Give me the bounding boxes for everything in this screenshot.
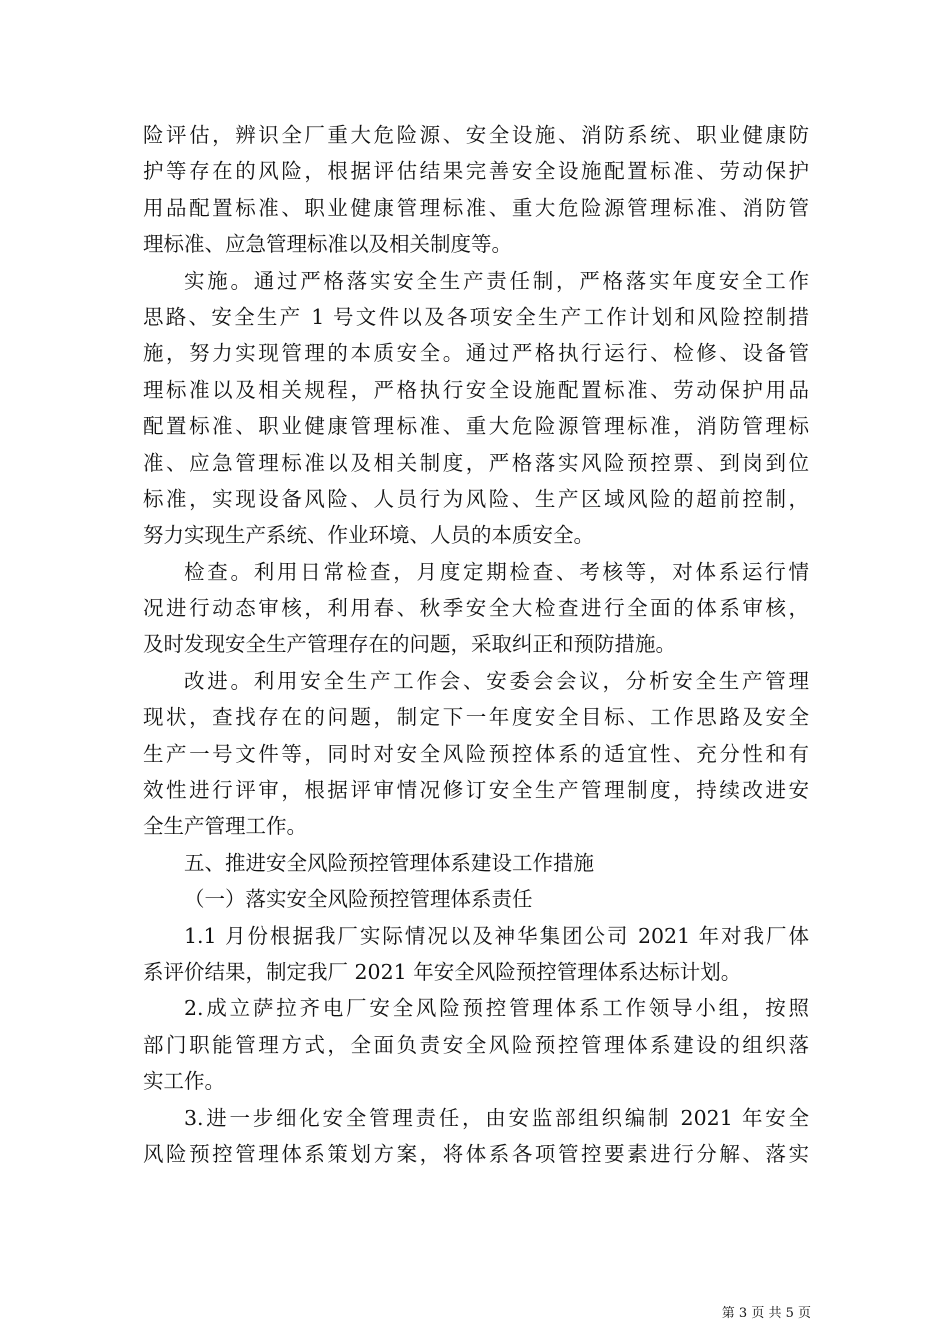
text-line: 配置标准、职业健康管理标准、重大危险源管理标准，消防管理标 <box>143 414 809 439</box>
page-number: 第 3 页 共 5 页 <box>721 1306 811 1321</box>
heading-line: （一）落实安全风险预控管理体系责任 <box>184 887 533 912</box>
text-line: 努力实现生产系统、作业环境、人员的本质安全。 <box>143 523 594 548</box>
text-line: 部门职能管理方式，全面负责安全风险预控管理体系建设的组织落 <box>143 1032 809 1057</box>
text-line: 况进行动态审核，利用春、秋季安全大检查进行全面的体系审核， <box>143 596 809 621</box>
text-line: 实工作。 <box>143 1069 225 1094</box>
text-line: 护等存在的风险，根据评估结果完善安全设施配置标准、劳动保护 <box>143 159 809 184</box>
text-line: 系评价结果，制定我厂 2021 年安全风险预控管理体系达标计划。 <box>143 959 742 984</box>
paragraph-risk-assessment <box>143 117 809 263</box>
text-line: 施，努力实现管理的本质安全。通过严格执行运行、检修、设备管 <box>143 341 809 366</box>
text-line: 用品配置标准、职业健康管理标准、重大危险源管理标准、消防管 <box>143 195 809 220</box>
text-line: 效性进行评审，根据评审情况修订安全生产管理制度，持续改进安 <box>143 778 809 803</box>
text-line: 改进。利用安全生产工作会、安委会会议，分析安全生产管理 <box>184 668 809 693</box>
text-line: 全生产管理工作。 <box>143 814 307 839</box>
text-line: 理标准以及相关规程，严格执行安全设施配置标准、劳动保护用品 <box>143 377 809 402</box>
text-line: 风险预控管理体系策划方案，将体系各项管控要素进行分解、落实 <box>143 1141 809 1166</box>
text-line: 3.进一步细化安全管理责任，由安监部组织编制 2021 年安全 <box>184 1105 809 1130</box>
text-line: 检查。利用日常检查，月度定期检查、考核等，对体系运行情 <box>184 559 809 584</box>
list-item-3 <box>143 1100 809 1173</box>
list-item-2 <box>143 990 809 1099</box>
document-body <box>143 117 809 1172</box>
paragraph-inspection <box>143 554 809 663</box>
text-line: 险评估，辨识全厂重大危险源、安全设施、消防系统、职业健康防 <box>143 123 809 147</box>
text-line: 生产一号文件等，同时对安全风险预控体系的适宜性、充分性和有 <box>143 741 809 766</box>
text-line: 1.1 月份根据我厂实际情况以及神华集团公司 2021 年对我厂体 <box>184 923 809 948</box>
paragraph-implementation <box>143 263 809 554</box>
text-line: 标准，实现设备风险、人员行为风险、生产区域风险的超前控制， <box>143 486 809 511</box>
text-line: 理标准、应急管理标准以及相关制度等。 <box>143 232 512 257</box>
section-heading-five <box>143 845 809 881</box>
heading-line: 五、推进安全风险预控管理体系建设工作措施 <box>184 850 594 875</box>
text-line: 及时发现安全生产管理存在的问题，采取纠正和预防措施。 <box>143 632 676 657</box>
text-line: 准、应急管理标准以及相关制度，严格落实风险预控票、到岗到位 <box>143 450 809 475</box>
text-line: 2.成立萨拉齐电厂安全风险预控管理体系工作领导小组，按照 <box>184 996 809 1021</box>
text-line: 实施。通过严格落实安全生产责任制，严格落实年度安全工作 <box>184 268 809 293</box>
subsection-heading-one <box>143 881 809 917</box>
text-line: 思路、安全生产 1 号文件以及各项安全生产工作计划和风险控制措 <box>143 304 809 329</box>
paragraph-improvement <box>143 663 809 845</box>
text-line: 现状，查找存在的问题，制定下一年度安全目标、工作思路及安全 <box>143 705 809 730</box>
list-item-1 <box>143 918 809 991</box>
